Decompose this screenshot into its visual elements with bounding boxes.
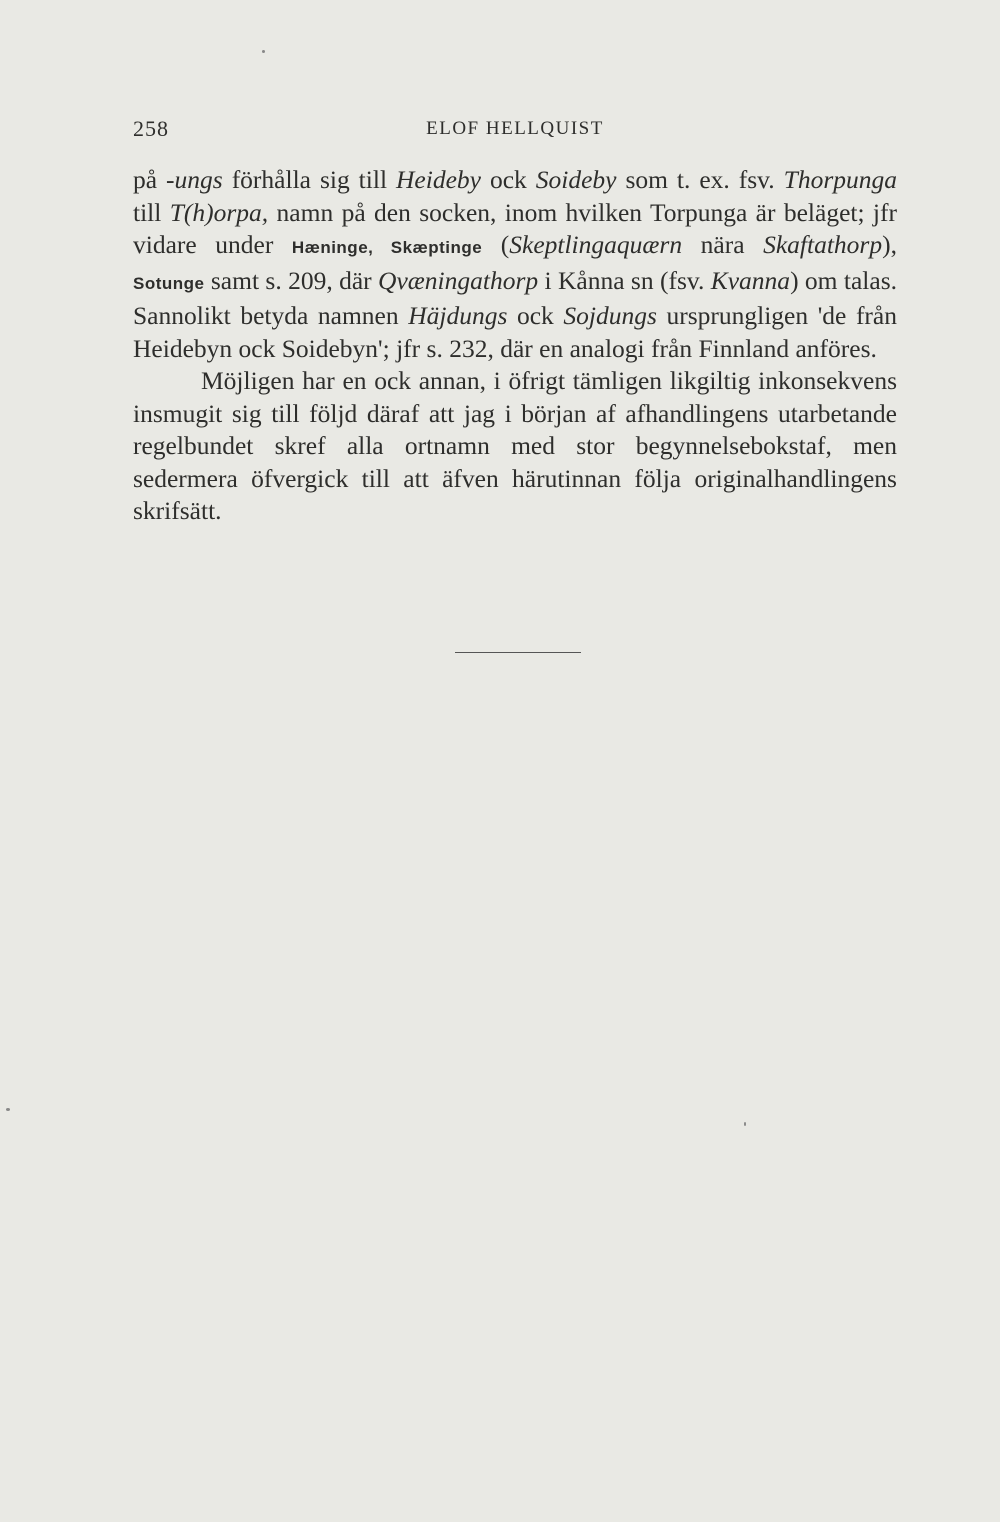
italic-term: Häjdungs <box>408 301 508 330</box>
text-segment: ock <box>507 301 564 330</box>
bold-place-name: Sotunge <box>133 273 205 293</box>
text-segment: ursprungligen 'de från Heidebyn ock Soidebyn'; jfr s. 232, där en analogi från Finnland anföres. <box>133 301 897 363</box>
bold-place-names: Hæninge, Skæptinge <box>291 238 483 257</box>
section-rule <box>455 652 581 653</box>
italic-term: -ungs <box>166 165 223 194</box>
italic-term: Qvæningathorp <box>378 265 539 295</box>
text-segment: till <box>133 197 170 227</box>
running-head: ELOF HELLQUIST <box>426 118 604 139</box>
italic-term: Thorpunga <box>783 165 897 194</box>
paragraph-1 <box>133 164 897 365</box>
paper-speck <box>6 1108 10 1111</box>
italic-term: Skaftathorp <box>763 230 883 259</box>
italic-term: Sojdungs <box>563 301 657 330</box>
body-text <box>133 164 897 528</box>
page-number: 258 <box>133 116 169 141</box>
text-segment: ( <box>482 230 510 259</box>
italic-term: T(h)orpa, <box>169 197 269 227</box>
text-segment: förhålla sig till <box>222 165 396 194</box>
text-segment: som t. ex. fsv. <box>616 165 784 194</box>
text-segment: ) om talas. Sannolikt betyda namnen <box>133 265 898 330</box>
paper-speck <box>262 50 265 53</box>
paper-speck <box>744 1122 746 1126</box>
text-segment: ), <box>882 230 897 259</box>
italic-term: Heideby <box>396 165 481 194</box>
page-header <box>133 116 897 152</box>
italic-term: Soideby <box>535 165 617 194</box>
italic-term: Skeptlingaquærn <box>509 230 683 259</box>
italic-term: Kvanna <box>710 265 791 295</box>
text-segment: ock <box>480 165 536 194</box>
text-segment: på <box>133 165 167 194</box>
text-segment: samt s. 209, där <box>204 265 379 295</box>
paragraph-2: Möjligen har en ock annan, i öfrigt tämligen likgiltig inkonsekvens insmugit sig till följd däraf att jag i början af afhandlingens utarbetande regelbundet skref alla ortnamn med stor begynnelsebokstaf, men sedermera öfvergick till att äfven härutinnan följa originalhandlingens skrifsätt. <box>133 366 897 525</box>
text-segment: nära <box>682 230 764 259</box>
text-segment: namn på den socken, inom hvilken Torpunga är beläget; jfr vidare under <box>133 197 897 259</box>
text-segment: i Kånna sn (fsv. <box>538 265 711 295</box>
